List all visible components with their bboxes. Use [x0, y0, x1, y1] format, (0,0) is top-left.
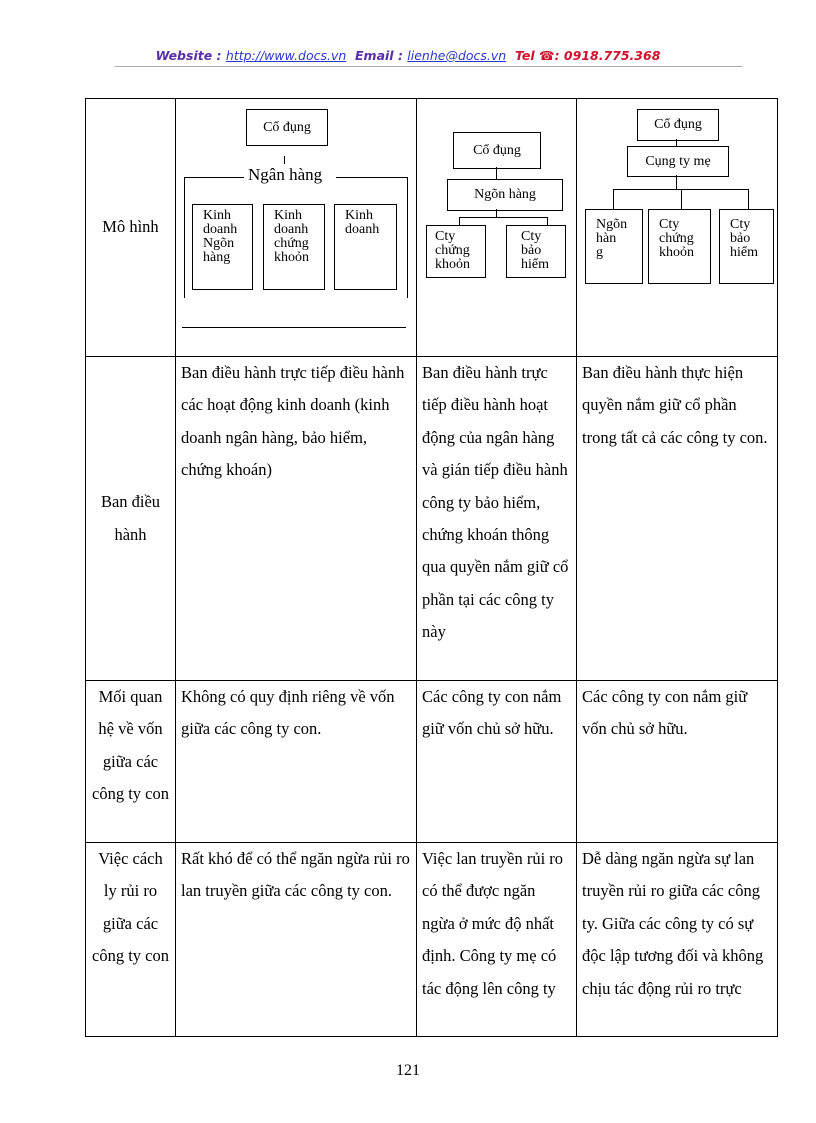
diagram-a: [176, 99, 416, 356]
connector-line: [284, 156, 285, 164]
shareholders-box: Cổ đụng: [453, 132, 541, 169]
diagram-c-cell: [577, 99, 778, 357]
cell-capital-c: Các công ty con nắm giữ vốn chủ sở hữu.: [577, 681, 778, 843]
table-row-model: [86, 99, 778, 357]
shareholders-box: Cổ đụng: [246, 109, 328, 146]
cell-risk-c: Dễ dàng ngăn ngừa sự lan truyền rủi ro giữa các công ty. Giữa các công ty có sự độc lập tương đối và không chịu tác động rủi ro trực: [577, 843, 778, 1037]
website-link[interactable]: http://www.docs.vn: [225, 48, 347, 63]
page-header: Website : http://www.docs.vn Email : lienhe@docs.vn Tel ☎: 0918.775.368: [155, 48, 661, 63]
website-label: Website: [155, 48, 213, 63]
cell-capital-a: Không có quy định riêng về vốn giữa các công ty con.: [176, 681, 417, 843]
connector-line: [496, 167, 497, 179]
phone-icon: ☎:: [534, 48, 564, 63]
bracket-line: [184, 177, 244, 178]
email-label: Email: [355, 48, 394, 63]
tel-label: Tel: [514, 48, 535, 63]
connector-line: [676, 139, 677, 146]
table-row-risk: [86, 843, 778, 1037]
diagram-c: [577, 99, 777, 356]
connector-line: [748, 189, 749, 209]
connector-line: [613, 189, 614, 209]
shareholders-box: Cổ đụng: [637, 109, 719, 141]
diagram-a-cell: [176, 99, 417, 357]
diagram-b: [417, 99, 576, 356]
base-line: [182, 327, 406, 328]
diagram-b-cell: [417, 99, 577, 357]
row-label-risk: Việc cách ly rủi ro giữa các công ty con: [86, 843, 176, 1037]
cell-capital-b: Các công ty con nắm giữ vốn chủ sở hữu.: [417, 681, 577, 843]
subsidiary-box-bank: Ngõn hàn g: [585, 209, 643, 284]
division-box-securities: Kinh doanh chứng khoỏn: [263, 204, 325, 290]
tel-value: 0918.775.368: [563, 48, 661, 63]
bracket-line: [336, 177, 408, 178]
division-box-other: Kinh doanh: [334, 204, 397, 290]
page-number: 121: [396, 1062, 420, 1079]
subsidiary-box-securities: Cty chứng khoỏn: [426, 225, 486, 278]
connector-line: [459, 217, 460, 225]
table-row-capital: [86, 681, 778, 843]
division-box-banking: Kinh doanh Ngõn hàng: [192, 204, 253, 290]
connector-line: [496, 209, 497, 217]
connector-line: [459, 217, 547, 218]
connector-line: [547, 217, 548, 225]
cell-management-c: Ban điều hành thực hiện quyền nắm giữ cổ phần trong tất cả các công ty con.: [577, 357, 778, 681]
parent-company-box: Cụng ty mẹ: [627, 146, 729, 177]
cell-risk-a: Rất khó để có thể ngăn ngừa rủi ro lan truyền giữa các công ty con.: [176, 843, 417, 1037]
comparison-table: [85, 98, 778, 1037]
bank-box: Ngõn hàng: [447, 179, 563, 211]
bank-label: Ngân hàng: [248, 165, 323, 184]
row-label-capital: Mối quan hệ về vốn giữa các công ty con: [86, 681, 176, 843]
cell-management-b: Ban điều hành trực tiếp điều hành hoạt động của ngân hàng và gián tiếp điều hành công ty bảo hiểm, chứng khoán thông qua quyền nắm giữ cổ phần tại các công ty này: [417, 357, 577, 681]
row-label-management: Ban điều hành: [86, 357, 176, 681]
subsidiary-box-securities: Cty chứng khoỏn: [648, 209, 711, 284]
bracket-line: [184, 177, 185, 298]
cell-management-a: Ban điều hành trực tiếp điều hành các hoạt động kinh doanh (kinh doanh ngân hàng, bảo hiểm, chứng khoán): [176, 357, 417, 681]
bracket-line: [407, 177, 408, 298]
table-row-management: [86, 357, 778, 681]
connector-line: [681, 189, 682, 209]
row-label-model: Mô hình: [86, 99, 176, 357]
header-divider: [115, 66, 742, 67]
subsidiary-box-insurance: Cty bảo hiểm: [719, 209, 774, 284]
email-link[interactable]: lienhe@docs.vn: [407, 48, 507, 63]
subsidiary-box-insurance: Cty bảo hiểm: [506, 225, 566, 278]
connector-line: [676, 175, 677, 189]
cell-risk-b: Việc lan truyền rủi ro có thể được ngăn ngừa ở mức độ nhất định. Công ty mẹ có tác động lên công ty: [417, 843, 577, 1037]
